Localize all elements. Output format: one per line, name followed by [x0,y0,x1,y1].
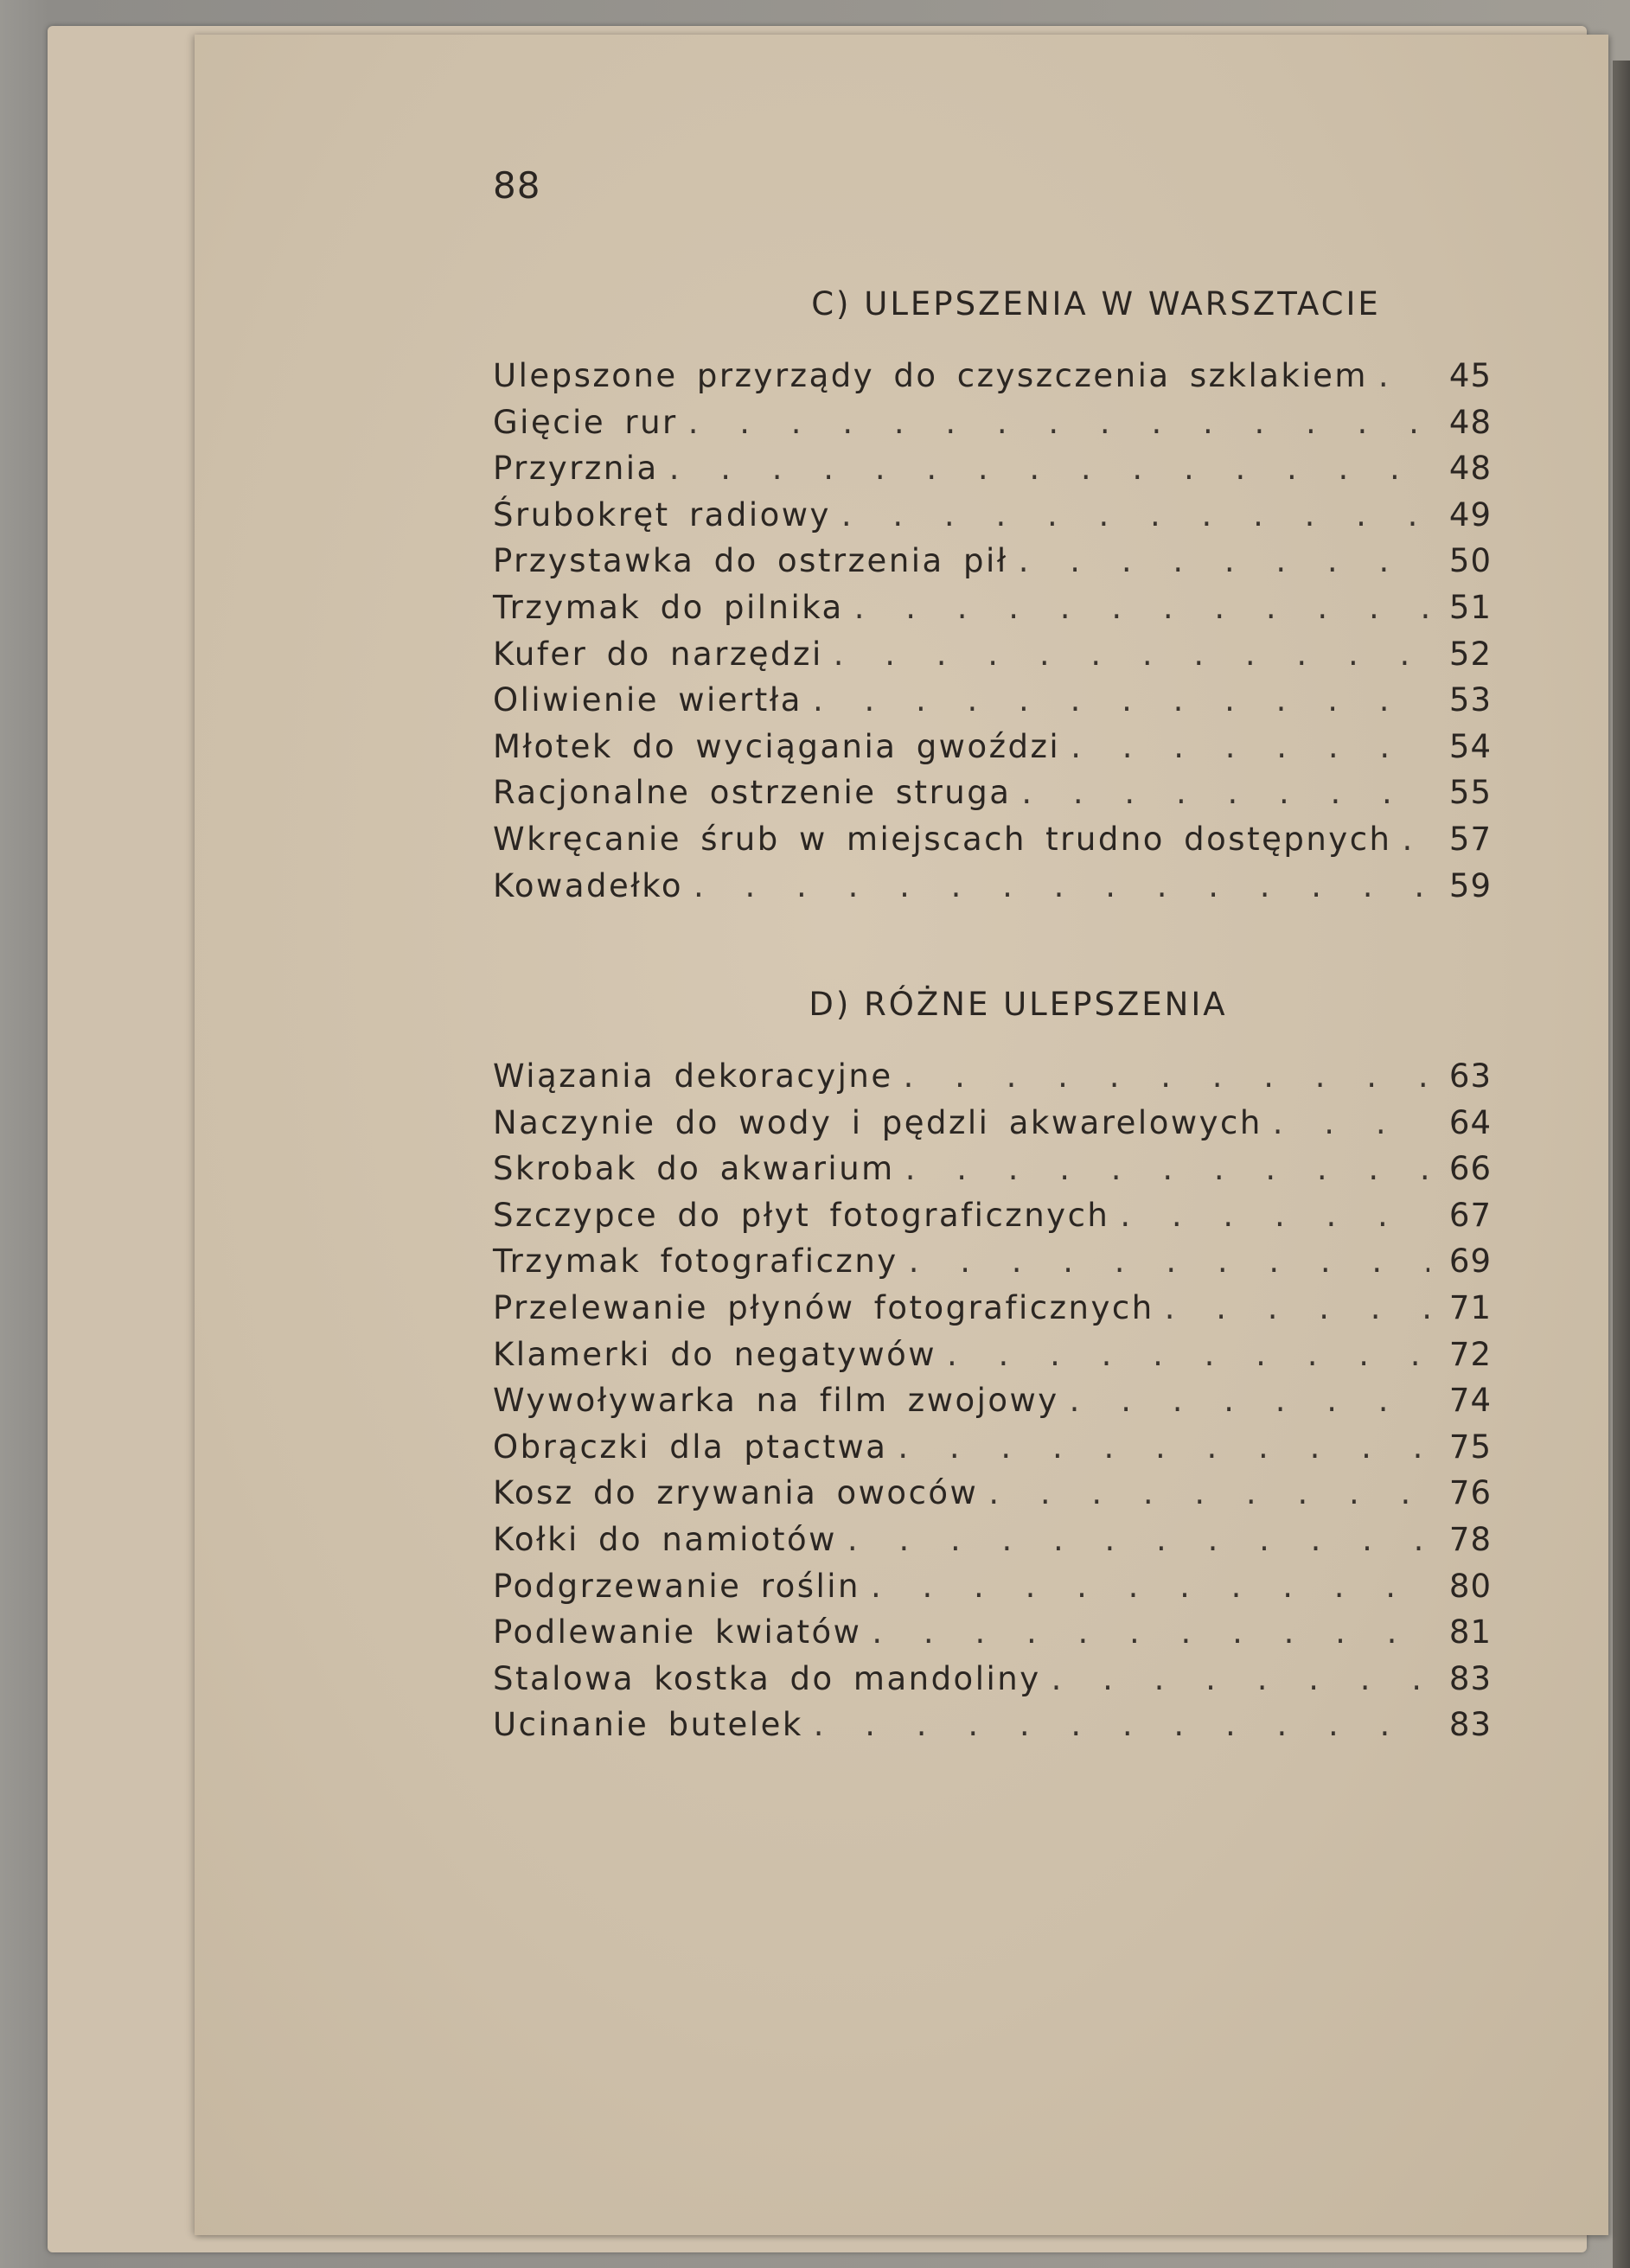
toc-list [493,357,1492,913]
toc-entry [493,1660,1492,1707]
toc-entry [493,1289,1492,1336]
dot-leader [814,1706,1429,1743]
dot-leader [1021,774,1429,811]
section-title: D) RÓŻNE ULEPSZENIA [809,986,1228,1023]
toc-entry-page: 57 [1448,820,1492,858]
toc-entry-page: 75 [1448,1428,1492,1466]
toc-entry-title: Kosz do zrywania owoców [493,1474,979,1512]
toc-entry [493,589,1492,636]
dot-leader [909,1243,1429,1280]
toc-entry-title: Stalowa kostka do mandoliny [493,1659,1041,1697]
dot-leader [854,589,1429,626]
dot-leader [898,1428,1429,1466]
toc-entry-title: Klamerki do negatywów [493,1335,937,1373]
toc-entry-title: Oliwienie wiertła [493,681,802,719]
toc-entry [493,1568,1492,1614]
toc-entry [493,636,1492,682]
toc-entry-page: 80 [1448,1567,1492,1605]
toc-entry [493,1336,1492,1383]
toc-entry-page: 78 [1448,1520,1492,1558]
dot-leader [1378,357,1429,394]
toc-entry-title: Wiązania dekoracyjne [493,1057,893,1095]
toc-entry-page: 81 [1448,1613,1492,1651]
book-page [195,35,1608,2235]
toc-section-d [493,986,1492,1753]
toc-entry [493,450,1492,496]
toc-entry-page: 66 [1448,1150,1492,1188]
toc-entry [493,1428,1492,1475]
dot-leader [871,1568,1429,1605]
toc-entry [493,728,1492,775]
toc-entry-page: 53 [1448,681,1492,719]
toc-entry-title: Ucinanie butelek [493,1706,803,1744]
toc-entry [493,1243,1492,1289]
toc-entry-title: Trzymak fotograficzny [493,1243,898,1281]
dot-leader [872,1613,1429,1651]
toc-entry [493,1382,1492,1428]
dot-leader [905,1150,1429,1187]
toc-entry-title: Wywoływarka na film zwojowy [493,1382,1059,1420]
toc-entry-page: 69 [1448,1243,1492,1281]
toc-entry-title: Kołki do namiotów [493,1520,837,1558]
dot-leader [988,1474,1429,1511]
toc-entry-title: Naczynie do wody i pędzli akwarelowych [493,1103,1262,1141]
toc-entry-page: 64 [1448,1103,1492,1141]
toc-entry-page: 48 [1448,403,1492,441]
toc-entry [493,774,1492,821]
toc-entry-title: Skrobak do akwarium [493,1150,895,1188]
dot-leader [841,496,1429,533]
toc-entry-title: Przyrznia [493,450,659,488]
toc-entry-page: 45 [1448,357,1492,394]
toc-entry-title: Śrubokręt radiowy [493,495,831,533]
toc-entry-page: 76 [1448,1474,1492,1512]
toc-entry [493,1197,1492,1243]
toc-entry [493,681,1492,728]
dot-leader [813,681,1429,719]
toc-entry-title: Obrączki dla ptactwa [493,1428,888,1466]
toc-entry [493,404,1492,450]
toc-entry-page: 50 [1448,542,1492,580]
dot-leader [847,1521,1429,1558]
dot-leader [904,1057,1429,1095]
toc-entry-title: Przystawka do ostrzenia pił [493,542,1008,580]
toc-list [493,1057,1492,1753]
toc-entry-page: 71 [1448,1288,1492,1326]
toc-entry-page: 51 [1448,588,1492,626]
toc-entry-page: 49 [1448,495,1492,533]
dot-leader [1402,821,1429,858]
toc-entry-page: 52 [1448,635,1492,673]
toc-entry-page: 72 [1448,1335,1492,1373]
dot-leader [669,450,1429,487]
toc-entry-page: 63 [1448,1057,1492,1095]
toc-entry [493,867,1492,914]
toc-entry [493,1150,1492,1197]
dot-leader [1070,1382,1429,1419]
toc-entry-title: Podgrzewanie roślin [493,1567,861,1605]
toc-entry-title: Trzymak do pilnika [493,588,844,626]
toc-entry-title: Racjonalne ostrzenie struga [493,774,1012,812]
toc-entry-page: 48 [1448,450,1492,488]
toc-entry [493,1057,1492,1104]
toc-entry [493,821,1492,867]
toc-entry-title: Młotek do wyciągania gwoździ [493,727,1061,765]
toc-entry [493,496,1492,543]
dot-leader [1071,728,1429,765]
toc-entry [493,1474,1492,1521]
toc-entry-title: Szczypce do płyt fotograficznych [493,1196,1110,1234]
dot-leader [1052,1660,1429,1697]
dot-leader [1165,1289,1429,1326]
toc-entry [493,1104,1492,1151]
toc-section-c [493,285,1492,913]
toc-entry-page: 67 [1448,1196,1492,1234]
page-number: 88 [493,164,541,207]
toc-entry-title: Wkręcanie śrub w miejscach trudno dostępnych [493,820,1392,858]
toc-entry-title: Ulepszone przyrządy do czyszczenia szklakiem [493,357,1368,394]
dot-leader [834,636,1429,673]
section-title: C) ULEPSZENIA W WARSZTACIE [811,285,1381,323]
dot-leader [688,404,1429,441]
toc-entry [493,542,1492,589]
toc-entry-title: Kowadełko [493,866,684,904]
toc-entry-page: 59 [1448,866,1492,904]
toc-entry-page: 83 [1448,1706,1492,1744]
toc-entry [493,357,1492,404]
toc-entry-page: 74 [1448,1382,1492,1420]
book-spine-shadow [1613,61,1630,2268]
toc-entry-title: Podlewanie kwiatów [493,1613,862,1651]
dot-leader [1019,542,1429,579]
toc-entry-title: Przelewanie płynów fotograficznych [493,1288,1154,1326]
dot-leader [1120,1197,1429,1234]
toc-entry [493,1706,1492,1753]
toc-entry-page: 54 [1448,727,1492,765]
toc-entry-page: 83 [1448,1659,1492,1697]
toc-entry-page: 55 [1448,774,1492,812]
toc-entry-title: Gięcie rur [493,403,678,441]
toc-entry [493,1521,1492,1568]
dot-leader [694,867,1429,904]
dot-leader [947,1336,1429,1373]
dot-leader [1273,1104,1429,1141]
toc-entry [493,1613,1492,1660]
toc-entry-title: Kufer do narzędzi [493,635,823,673]
